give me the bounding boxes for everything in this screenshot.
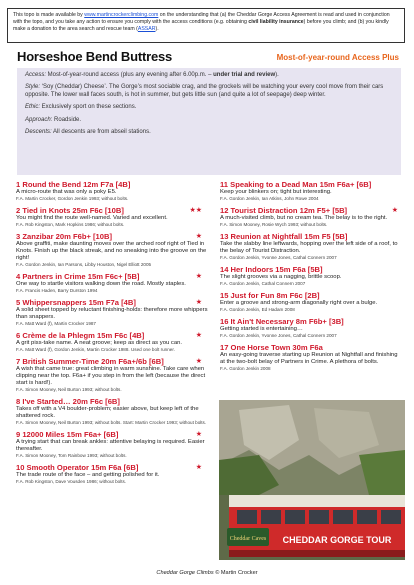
route-item bbox=[220, 180, 404, 202]
route-first-ascent: F.A. Gordon Jenkin 2008 bbox=[220, 366, 271, 371]
route-description: A solid sheet topped by reluctant finishing-holds: therefore more whippers than snappers. bbox=[16, 307, 208, 320]
route-title: 10 Smooth Operator 15m F6a [6B] bbox=[16, 463, 139, 472]
assar-link[interactable]: ASSAR bbox=[137, 26, 156, 32]
route-first-ascent: F.A. Rob Kingston, Dave Vousden 1986; without bolts. bbox=[16, 479, 127, 484]
route-title: 17 One Horse Town 30m F6a bbox=[220, 343, 323, 352]
route-first-ascent: F.A. Simon Mooney, Tom Rainbow 1993; without bolts. bbox=[16, 453, 127, 458]
route-item bbox=[220, 291, 404, 313]
route-stars: ★ bbox=[391, 207, 398, 214]
route-first-ascent: F.A. Gordon Jenkin, Yvonne Jones, Cathal Connern 2007 bbox=[220, 333, 337, 338]
route-stars: ★ bbox=[195, 464, 202, 471]
route-first-ascent: F.A. Simon Mooney, Neil Burton 1993; without bolts. bbox=[16, 387, 122, 392]
descents-text: All descents are from abseil stations. bbox=[51, 129, 151, 136]
route-description: Take the slabby line leftwards, hopping over the left side of a roof, to the belay of Tourist Distraction. bbox=[220, 241, 398, 254]
notice-text-2: on the understanding that (a) the Cheddar Gorge Access Agreement is read and used in conjunction with the topo, and you take any action to ensure you comply with the access conditions (e.g. obtaining bbox=[13, 12, 390, 25]
routes-left-column bbox=[16, 180, 208, 489]
route-first-ascent: F.A. Simon Mooney, Neil Burton 1993; without bolts. Start: Martin Crocker 1993; without bolts. bbox=[16, 420, 207, 425]
route-description: The trade route of the face – and getting polished for it. bbox=[16, 472, 160, 478]
route-title: 9 12000 Miles 15m F6a+ [6B] bbox=[16, 430, 119, 439]
route-title: 2 Tied in Knots 25m F6c [10B] bbox=[16, 206, 124, 215]
route-item bbox=[220, 265, 404, 287]
notice-text-4: ). bbox=[155, 26, 159, 32]
route-stars: ★ bbox=[195, 431, 202, 438]
ethic-info bbox=[25, 104, 393, 111]
route-stars: ★ bbox=[195, 233, 202, 240]
route-title: 11 Speaking to a Dead Man 15m F6a+ [6B] bbox=[220, 180, 372, 189]
book-title: Cheddar Gorge Climbs bbox=[156, 570, 214, 576]
route-item bbox=[220, 232, 404, 261]
header bbox=[17, 49, 401, 65]
notice-insurance-bold: civil liability insurance bbox=[248, 19, 304, 25]
route-description: The slight grooves via a nagging, brittle scoop. bbox=[220, 274, 342, 280]
route-description: Getting started is entertaining… bbox=[220, 326, 303, 332]
route-description: One way to startle visitors walking down the road. Mostly staples. bbox=[16, 281, 186, 287]
route-title: 4 Partners in Crime 15m F6c+ [5B] bbox=[16, 272, 140, 281]
route-item bbox=[16, 463, 208, 485]
route-first-ascent: F.A. Francis Haden, Barry Durston 1994 bbox=[16, 288, 98, 293]
route-title: 16 It Ain't Necessary 8m F6b+ [3B] bbox=[220, 317, 344, 326]
route-description: Enter a groove and strong-arm diagonally right over a bulge. bbox=[220, 300, 378, 306]
access-bold: under trial and review bbox=[213, 72, 276, 78]
route-description: You might find the route well-named. Varied and excellent. bbox=[16, 215, 168, 221]
notice-text-3: ) before you climb; and (b) you kindly make a donation to the area search and rescue team ( bbox=[13, 19, 389, 32]
routes-right-column bbox=[220, 180, 404, 376]
approach-info bbox=[25, 117, 393, 124]
route-item bbox=[220, 206, 404, 228]
route-first-ascent: F.A. Simon Mooney, Rosie Wych 1993; without bolts. bbox=[220, 222, 328, 227]
access-label: Access: bbox=[25, 72, 47, 78]
crag-photo-illustration bbox=[219, 400, 405, 560]
route-first-ascent: F.A. Gordon Jenkin, Yvonne Jones, Cathal Connern 2007 bbox=[220, 255, 337, 260]
route-title: 8 I've Started… 20m F6c [6B] bbox=[16, 397, 120, 406]
route-title: 6 Crème de la Phlegm 15m F6c [4B] bbox=[16, 331, 145, 340]
route-first-ascent: F.A. Gordon Jenkin, Ian Atkins, John Rowe 2004 bbox=[220, 196, 319, 201]
descents-label: Descents: bbox=[25, 129, 52, 136]
route-description: A micro-route that was only a poky E5. bbox=[16, 189, 117, 195]
route-title: 12 Tourist Distraction 12m F5+ [5B] bbox=[220, 206, 348, 215]
approach-text: Roadside. bbox=[52, 116, 82, 123]
approach-label: Approach: bbox=[25, 116, 53, 123]
crag-info-box bbox=[17, 68, 401, 175]
route-item bbox=[16, 331, 208, 353]
crag-photo bbox=[219, 400, 405, 560]
bus-sign-text: CHEDDAR GORGE TOUR bbox=[282, 535, 392, 545]
route-stars: ★ bbox=[195, 358, 202, 365]
route-item bbox=[16, 206, 208, 228]
route-item bbox=[16, 430, 208, 459]
route-first-ascent: F.A. Rob Kingston, Mark Hopkins 1986; without bolts. bbox=[16, 222, 125, 227]
route-stars: ★ bbox=[195, 273, 202, 280]
route-title: 13 Reunion at Nightfall 15m F5 [5B] bbox=[220, 232, 348, 241]
route-description: A much-visited climb, but no cream tea. The belay is to the right. bbox=[220, 215, 388, 221]
route-description: A trying start that can break ankles: attentive belaying is required. Easier thereafter. bbox=[16, 439, 205, 452]
route-title: 14 Her Indoors 15m F6a [5B] bbox=[220, 265, 323, 274]
route-first-ascent: F.A. Matt Ward (f), Gordon Jenkin, Martin Crocker 1988. Used one bolt runner. bbox=[16, 347, 175, 352]
route-item bbox=[16, 298, 208, 327]
route-item bbox=[16, 357, 208, 393]
route-title: 7 British Summer-Time 20m F6a+/6b [6B] bbox=[16, 357, 164, 366]
route-item bbox=[220, 317, 404, 339]
route-first-ascent: F.A. Gordon Jenkin, Ed Hadam 2008 bbox=[220, 307, 295, 312]
route-description: Takes off with a V4 boulder-problem; easier above, but keep left of the shattered rock. bbox=[16, 406, 199, 419]
route-item bbox=[16, 232, 208, 268]
route-first-ascent: F.A. Gordon Jenkin, Cathal Connern 2007 bbox=[220, 281, 306, 286]
route-stars: ★★ bbox=[189, 207, 202, 214]
route-description: Keep your blinkers on; tight but interesting. bbox=[220, 189, 332, 195]
route-first-ascent: F.A. Martin Crocker, Gordon Jenkin 1993; without bolts. bbox=[16, 196, 129, 201]
route-title: 15 Just for Fun 8m F6c [2B] bbox=[220, 291, 320, 300]
route-stars: ★ bbox=[195, 299, 202, 306]
descents-info bbox=[25, 129, 393, 136]
route-first-ascent: F.A. Matt Ward (f), Martin Crocker 1987 bbox=[16, 321, 96, 326]
page-footer bbox=[0, 570, 414, 576]
route-item bbox=[16, 397, 208, 426]
route-item bbox=[220, 343, 404, 372]
route-item bbox=[16, 272, 208, 294]
bus-logo-text: Cheddar Caves bbox=[229, 536, 267, 542]
ethic-label: Ethic: bbox=[25, 104, 41, 111]
route-title: 3 Zanzibar 20m F6b+ [10B] bbox=[16, 232, 113, 241]
website-link[interactable]: www.martincrockerclimbing.com bbox=[84, 12, 159, 18]
route-title: 1 Round the Bend 12m F7a [4B] bbox=[16, 180, 131, 189]
notice-text-1: This topo is made available by bbox=[13, 12, 85, 18]
route-title: 5 Whippersnappers 15m F7a [4B] bbox=[16, 298, 136, 307]
route-item bbox=[16, 180, 208, 202]
access-badge: Most-of-year-round Access Plus bbox=[276, 53, 399, 62]
usage-notice bbox=[7, 8, 405, 43]
copyright: © Martin Crocker bbox=[215, 570, 258, 576]
page-title: Horseshoe Bend Buttress bbox=[17, 49, 173, 64]
style-label: Style: bbox=[25, 84, 41, 91]
route-description: A wish that came true: great climbing in warm sunshine. Take care when clipping near the top. F6a+ if you step in from the left (because the direct start is hard!). bbox=[16, 366, 206, 386]
style-info bbox=[25, 84, 393, 99]
route-description: A grit piss-take name. A neat groove; keep as direct as you can. bbox=[16, 340, 183, 346]
access-info bbox=[25, 72, 393, 79]
route-first-ascent: F.A. Gordon Jenkin, Ian Parsons, Libby Houston, Nigel Elliott 2005 bbox=[16, 262, 152, 267]
access-text: Most-of-year-round access (plus any evening after 6.00p.m. – bbox=[46, 72, 214, 78]
route-description: An easy-going traverse starting up Reunion at Nightfall and finishing at the two-bolt belay of Partners in Crime. A plethora of bolts. bbox=[220, 352, 398, 365]
ethic-text: Exclusively sport on these sections. bbox=[40, 104, 137, 111]
style-text: ‘Soy (Cheddar) Cheese’. The Gorge’s most sociable crag, and the grockels will be watching your every cool move from their cars opposite. The lower wall faces south, is hot in summer, but gets little sun (and quite a lot of seepage) deep winter. bbox=[25, 84, 384, 98]
route-stars: ★ bbox=[195, 332, 202, 339]
access-end: ). bbox=[275, 72, 279, 78]
route-description: Above graffiti, make daunting moves over the arched roof right of Tied in Knots. Finish up the black streak, and no sneaking into the groove on the right! bbox=[16, 241, 207, 261]
